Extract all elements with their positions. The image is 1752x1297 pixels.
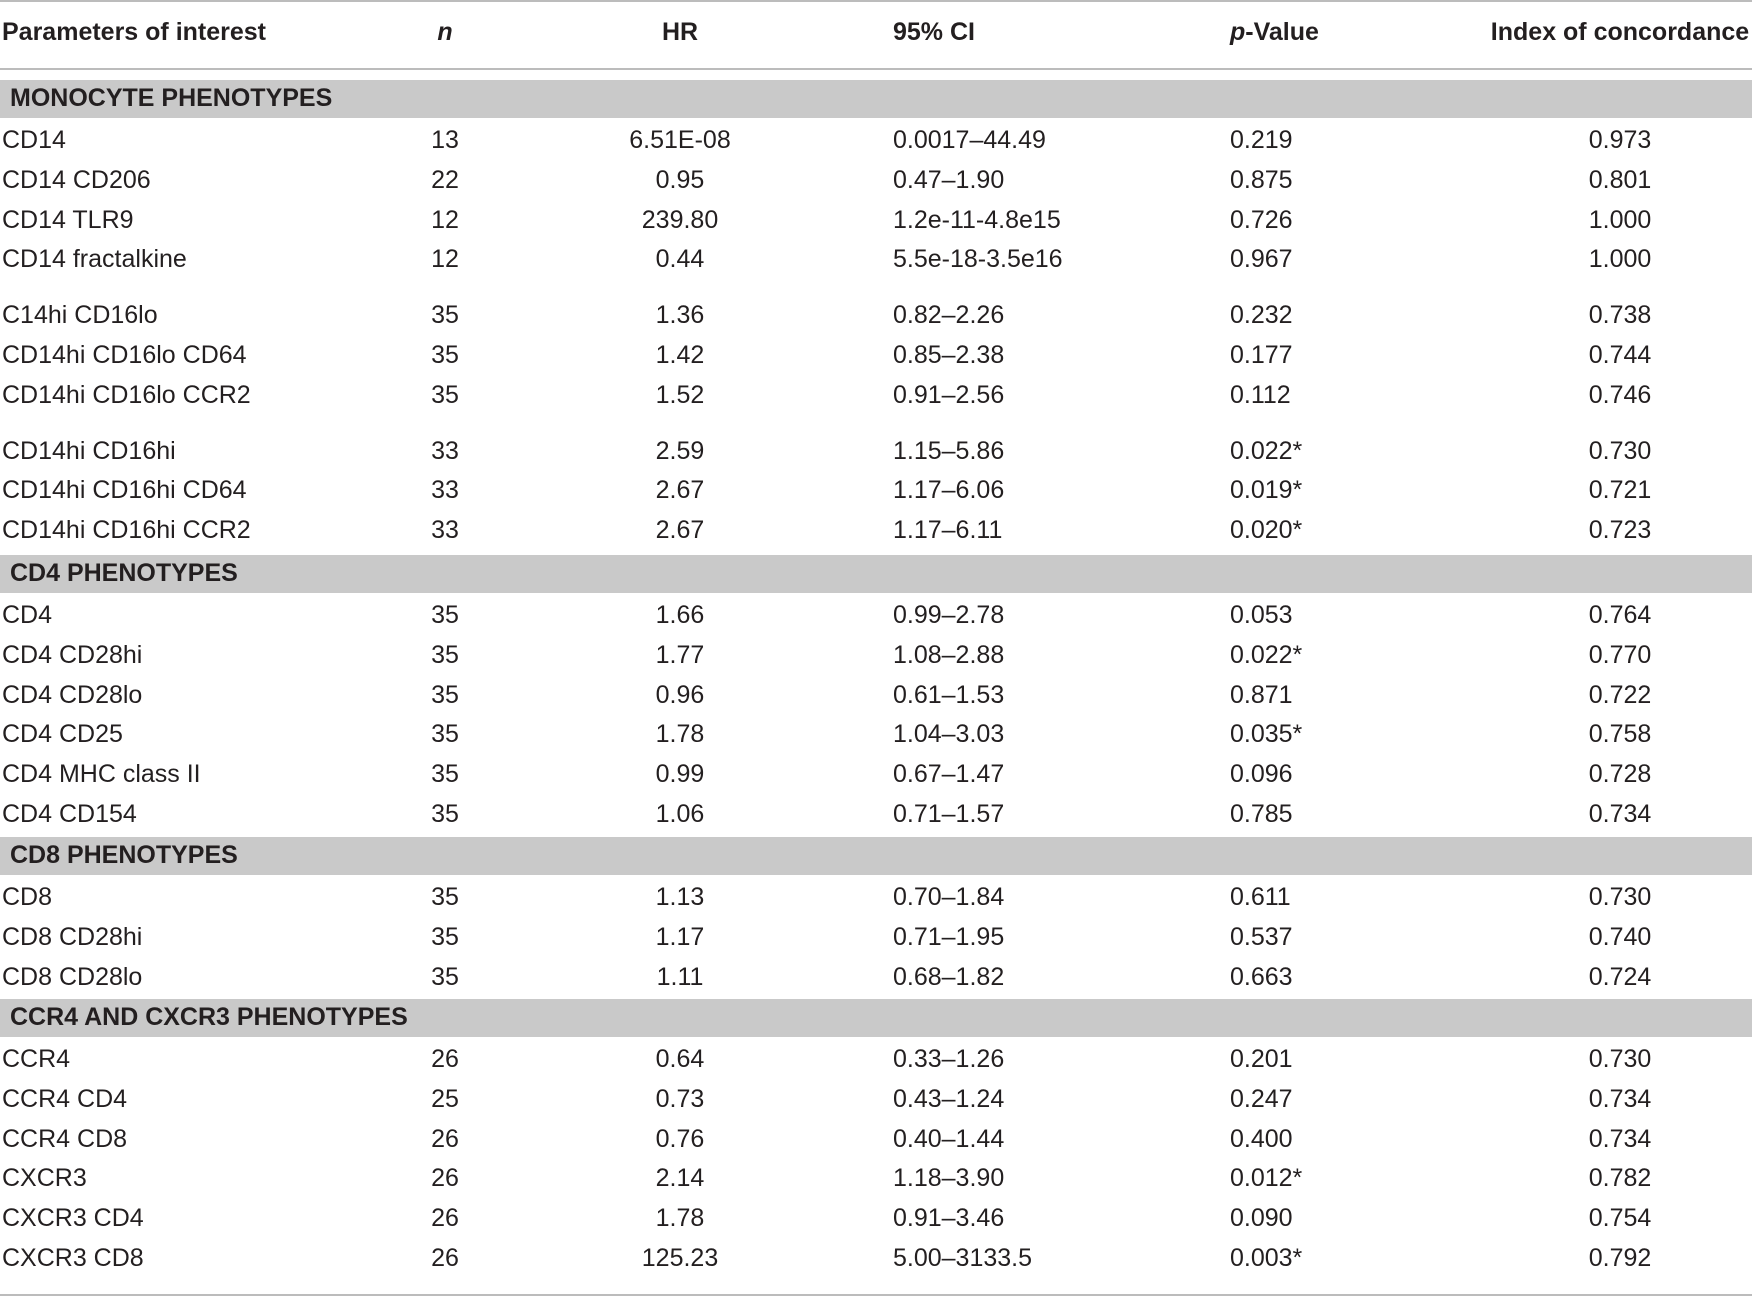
row-hr: 1.17 bbox=[655, 922, 705, 951]
header-parameters: Parameters of interest bbox=[2, 18, 267, 46]
table-row bbox=[0, 677, 1752, 713]
table-row bbox=[0, 202, 1752, 238]
row-parameter: CXCR3 CD8 bbox=[2, 1244, 144, 1272]
row-ci: 0.61–1.53 bbox=[893, 680, 1005, 709]
row-ci: 1.2e-11-4.8e15 bbox=[893, 205, 1061, 234]
row-hr: 1.06 bbox=[655, 800, 705, 828]
section-title: CD8 PHENOTYPES bbox=[10, 841, 238, 869]
row-parameter: CD14hi CD16lo CD64 bbox=[2, 341, 247, 369]
section-header bbox=[0, 80, 1752, 118]
row-parameter: CCR4 CD4 bbox=[2, 1084, 128, 1113]
row-p-value: 0.112 bbox=[1230, 380, 1291, 409]
row-parameter: CD14 bbox=[2, 126, 66, 154]
row-parameter: CD4 CD154 bbox=[2, 800, 137, 828]
row-hr: 0.99 bbox=[655, 760, 705, 789]
row-hr: 2.67 bbox=[655, 476, 705, 505]
row-p-value: 0.096 bbox=[1230, 760, 1293, 789]
section-header bbox=[0, 555, 1752, 593]
row-p-value: 0.875 bbox=[1230, 165, 1293, 194]
row-concordance: 0.764 bbox=[1588, 601, 1652, 629]
row-hr: 1.52 bbox=[655, 380, 705, 409]
row-hr: 1.78 bbox=[655, 720, 705, 749]
table-row bbox=[0, 512, 1752, 548]
row-p-value: 0.537 bbox=[1230, 922, 1293, 951]
row-n: 35 bbox=[431, 341, 459, 369]
row-n: 26 bbox=[431, 1045, 459, 1073]
row-n: 12 bbox=[431, 205, 459, 234]
table-row bbox=[0, 597, 1752, 633]
table-row bbox=[0, 433, 1752, 469]
row-p-value: 0.201 bbox=[1230, 1045, 1293, 1073]
row-concordance: 0.744 bbox=[1588, 341, 1652, 369]
row-parameter: CD4 CD25 bbox=[2, 720, 123, 749]
table-row bbox=[0, 1081, 1752, 1117]
row-concordance: 0.801 bbox=[1588, 165, 1652, 194]
row-parameter: CCR4 bbox=[2, 1045, 71, 1073]
top-rule bbox=[0, 0, 1752, 2]
row-hr: 1.77 bbox=[655, 640, 705, 669]
row-n: 25 bbox=[431, 1084, 459, 1113]
row-parameter: CXCR3 bbox=[2, 1164, 87, 1193]
table-row bbox=[0, 337, 1752, 373]
row-ci: 1.04–3.03 bbox=[893, 720, 1005, 749]
table-row bbox=[0, 919, 1752, 955]
row-p-value: 0.019* bbox=[1230, 476, 1303, 505]
row-p-value: 0.035* bbox=[1230, 720, 1303, 749]
row-concordance: 0.782 bbox=[1588, 1164, 1652, 1193]
row-concordance: 0.770 bbox=[1588, 640, 1652, 669]
row-parameter: CD14 CD206 bbox=[2, 165, 151, 194]
row-parameter: CD14hi CD16hi bbox=[2, 436, 176, 465]
row-n: 22 bbox=[431, 165, 459, 194]
table-row bbox=[0, 297, 1752, 333]
row-hr: 1.42 bbox=[655, 341, 705, 369]
row-n: 35 bbox=[431, 720, 459, 749]
row-concordance: 1.000 bbox=[1588, 205, 1652, 234]
row-ci: 1.15–5.86 bbox=[893, 436, 1005, 465]
row-hr: 0.64 bbox=[655, 1045, 705, 1073]
row-ci: 1.17–6.11 bbox=[893, 516, 1003, 545]
section-title: CD4 PHENOTYPES bbox=[10, 559, 238, 587]
section-header bbox=[0, 999, 1752, 1037]
row-parameter: CD4 MHC class II bbox=[2, 760, 201, 789]
row-ci: 0.33–1.26 bbox=[893, 1045, 1005, 1073]
row-n: 12 bbox=[431, 245, 459, 274]
row-concordance: 0.734 bbox=[1588, 1084, 1652, 1113]
header-p-suffix: -Value bbox=[1245, 18, 1319, 46]
row-n: 35 bbox=[431, 883, 459, 911]
row-ci: 0.71–1.95 bbox=[893, 922, 1005, 951]
row-parameter: CD8 CD28hi bbox=[2, 922, 143, 951]
row-ci: 1.18–3.90 bbox=[893, 1164, 1005, 1193]
row-ci: 0.82–2.26 bbox=[893, 301, 1005, 330]
row-ci: 0.68–1.82 bbox=[893, 962, 1005, 991]
header-p-value bbox=[1230, 17, 1319, 47]
row-hr: 125.23 bbox=[641, 1244, 719, 1272]
row-n: 35 bbox=[431, 922, 459, 951]
row-hr: 1.13 bbox=[655, 883, 705, 911]
header-hr: HR bbox=[661, 18, 699, 46]
row-p-value: 0.177 bbox=[1230, 341, 1293, 369]
row-p-value: 0.232 bbox=[1230, 301, 1293, 330]
row-concordance: 0.723 bbox=[1588, 516, 1652, 545]
row-concordance: 0.722 bbox=[1588, 680, 1652, 709]
row-hr: 2.14 bbox=[655, 1164, 705, 1193]
row-p-value: 0.247 bbox=[1230, 1084, 1293, 1113]
row-parameter: CD4 CD28lo bbox=[2, 680, 143, 709]
row-concordance: 0.758 bbox=[1588, 720, 1652, 749]
row-parameter: CD14hi CD16lo CCR2 bbox=[2, 380, 251, 409]
row-parameter: CD14 fractalkine bbox=[2, 245, 187, 274]
row-concordance: 0.728 bbox=[1588, 760, 1652, 789]
row-p-value: 0.012* bbox=[1230, 1164, 1303, 1193]
row-parameter: CD4 CD28hi bbox=[2, 640, 143, 669]
row-p-value: 0.090 bbox=[1230, 1204, 1293, 1233]
row-ci: 1.17–6.06 bbox=[893, 476, 1005, 505]
row-p-value: 0.022* bbox=[1230, 640, 1303, 669]
row-n: 33 bbox=[431, 476, 459, 505]
row-p-value: 0.053 bbox=[1230, 601, 1293, 629]
row-ci: 0.71–1.57 bbox=[893, 800, 1005, 828]
row-hr: 0.76 bbox=[655, 1124, 705, 1153]
row-n: 26 bbox=[431, 1204, 459, 1233]
row-n: 33 bbox=[431, 436, 459, 465]
row-parameter: CCR4 CD8 bbox=[2, 1124, 128, 1153]
row-hr: 0.44 bbox=[655, 245, 705, 274]
row-ci: 0.85–2.38 bbox=[893, 341, 1005, 369]
row-hr: 1.78 bbox=[655, 1204, 705, 1233]
section-title: CCR4 AND CXCR3 PHENOTYPES bbox=[10, 1003, 408, 1031]
header-p-italic: p bbox=[1230, 18, 1246, 46]
row-ci: 1.08–2.88 bbox=[893, 640, 1005, 669]
row-parameter: CD14 TLR9 bbox=[2, 205, 134, 234]
table-row bbox=[0, 796, 1752, 832]
row-ci: 0.67–1.47 bbox=[893, 760, 1005, 789]
row-p-value: 0.003* bbox=[1230, 1244, 1303, 1272]
row-hr: 0.95 bbox=[655, 165, 705, 194]
row-n: 35 bbox=[431, 800, 459, 828]
table-row bbox=[0, 122, 1752, 158]
row-concordance: 0.721 bbox=[1588, 476, 1652, 505]
row-concordance: 0.792 bbox=[1588, 1244, 1652, 1272]
row-p-value: 0.785 bbox=[1230, 800, 1293, 828]
row-parameter: CD14hi CD16hi CD64 bbox=[2, 476, 247, 505]
row-concordance: 0.730 bbox=[1588, 883, 1652, 911]
row-parameter: CD4 bbox=[2, 601, 53, 629]
table-row bbox=[0, 1041, 1752, 1077]
row-ci: 0.91–2.56 bbox=[893, 380, 1005, 409]
row-p-value: 0.726 bbox=[1230, 205, 1293, 234]
row-parameter: CD8 CD28lo bbox=[2, 962, 143, 991]
header-concordance: Index of concordance bbox=[1490, 18, 1750, 46]
row-p-value: 0.967 bbox=[1230, 245, 1293, 274]
table-row bbox=[0, 879, 1752, 915]
table-row bbox=[0, 377, 1752, 413]
row-n: 35 bbox=[431, 680, 459, 709]
table-row bbox=[0, 756, 1752, 792]
row-n: 35 bbox=[431, 962, 459, 991]
row-parameter: CD8 bbox=[2, 883, 53, 911]
row-hr: 239.80 bbox=[641, 205, 719, 234]
section-title: MONOCYTE PHENOTYPES bbox=[10, 84, 333, 112]
row-p-value: 0.020* bbox=[1230, 516, 1303, 545]
row-ci: 0.70–1.84 bbox=[893, 883, 1005, 911]
table-row bbox=[0, 1160, 1752, 1196]
row-parameter: C14hi CD16lo bbox=[2, 301, 158, 330]
row-n: 35 bbox=[431, 601, 459, 629]
row-hr: 0.73 bbox=[655, 1084, 705, 1113]
row-ci: 0.99–2.78 bbox=[893, 601, 1005, 629]
row-p-value: 0.022* bbox=[1230, 436, 1303, 465]
row-p-value: 0.219 bbox=[1230, 126, 1293, 154]
row-parameter: CD14hi CD16hi CCR2 bbox=[2, 516, 251, 545]
row-n: 35 bbox=[431, 301, 459, 330]
row-hr: 1.11 bbox=[656, 962, 704, 991]
header-n: n bbox=[437, 18, 453, 46]
table-row bbox=[0, 1240, 1752, 1276]
row-n: 33 bbox=[431, 516, 459, 545]
row-concordance: 0.738 bbox=[1588, 301, 1652, 330]
row-p-value: 0.611 bbox=[1230, 883, 1291, 911]
row-concordance: 0.734 bbox=[1588, 1124, 1652, 1153]
table-row bbox=[0, 1121, 1752, 1157]
table-header bbox=[0, 10, 1752, 60]
header-ci: 95% CI bbox=[893, 18, 975, 46]
row-p-value: 0.871 bbox=[1230, 680, 1293, 709]
row-n: 26 bbox=[431, 1164, 459, 1193]
section-header bbox=[0, 837, 1752, 875]
table-row bbox=[0, 716, 1752, 752]
row-ci: 0.40–1.44 bbox=[893, 1124, 1005, 1153]
row-concordance: 0.973 bbox=[1588, 126, 1652, 154]
row-n: 35 bbox=[431, 640, 459, 669]
row-concordance: 0.740 bbox=[1588, 922, 1652, 951]
table-row bbox=[0, 1200, 1752, 1236]
row-ci: 0.0017–44.49 bbox=[893, 126, 1046, 154]
row-hr: 0.96 bbox=[655, 680, 705, 709]
row-n: 26 bbox=[431, 1124, 459, 1153]
row-hr: 1.36 bbox=[655, 301, 705, 330]
table-row bbox=[0, 637, 1752, 673]
row-ci: 0.91–3.46 bbox=[893, 1204, 1005, 1233]
table-row bbox=[0, 959, 1752, 995]
table-row bbox=[0, 162, 1752, 198]
row-n: 13 bbox=[431, 126, 459, 154]
row-ci: 0.43–1.24 bbox=[893, 1084, 1005, 1113]
row-n: 35 bbox=[431, 380, 459, 409]
row-p-value: 0.400 bbox=[1230, 1124, 1293, 1153]
table-row bbox=[0, 472, 1752, 508]
row-ci: 5.5e-18-3.5e16 bbox=[893, 245, 1063, 274]
row-n: 26 bbox=[431, 1244, 459, 1272]
row-concordance: 0.746 bbox=[1588, 380, 1652, 409]
bottom-rule bbox=[0, 1294, 1752, 1296]
row-n: 35 bbox=[431, 760, 459, 789]
row-ci: 0.47–1.90 bbox=[893, 165, 1005, 194]
header-rule bbox=[0, 68, 1752, 70]
row-ci: 5.00–3133.5 bbox=[893, 1244, 1033, 1272]
row-hr: 2.67 bbox=[655, 516, 705, 545]
row-hr: 1.66 bbox=[655, 601, 705, 629]
row-concordance: 0.724 bbox=[1588, 962, 1652, 991]
row-hr: 6.51E-08 bbox=[629, 126, 731, 154]
row-concordance: 0.730 bbox=[1588, 1045, 1652, 1073]
row-concordance: 0.734 bbox=[1588, 800, 1652, 828]
row-hr: 2.59 bbox=[655, 436, 705, 465]
row-concordance: 1.000 bbox=[1588, 245, 1652, 274]
table-row bbox=[0, 241, 1752, 277]
row-concordance: 0.730 bbox=[1588, 436, 1652, 465]
row-parameter: CXCR3 CD4 bbox=[2, 1204, 144, 1233]
row-p-value: 0.663 bbox=[1230, 962, 1293, 991]
row-concordance: 0.754 bbox=[1588, 1204, 1652, 1233]
